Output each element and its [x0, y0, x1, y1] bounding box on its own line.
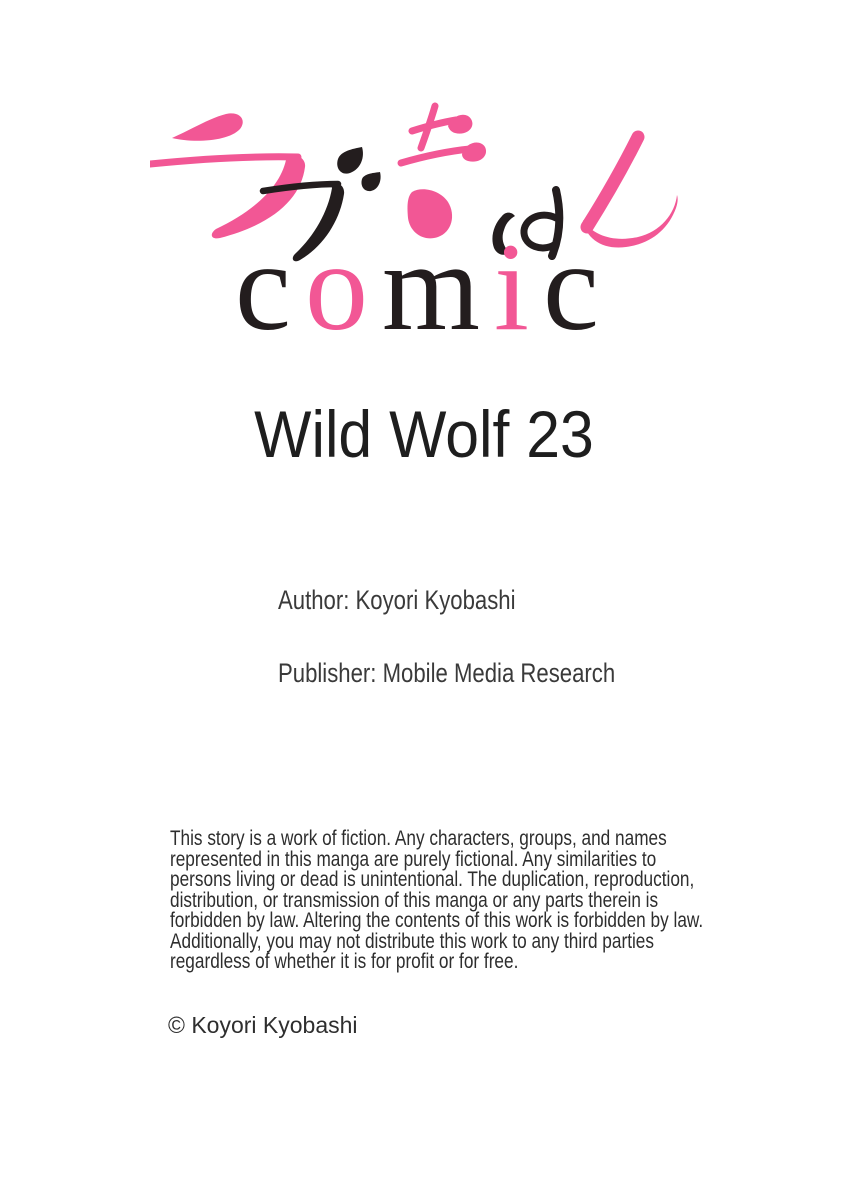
disclaimer-text — [170, 829, 703, 973]
author-line: Author: Koyori Kyobashi — [278, 585, 516, 615]
disclaimer-line: This story is a work of fiction. Any characters, groups, and names — [170, 827, 667, 850]
disclaimer-line: regardless of whether it is for profit or for free. — [170, 950, 519, 973]
kana-ra-main-line — [150, 157, 298, 164]
logo-comic-letter: i — [494, 218, 544, 357]
logo-comic-letter: m — [381, 218, 494, 357]
kana-n-stem — [587, 137, 638, 227]
kana-bu-dakuten-1 — [337, 147, 363, 174]
publisher-line: Publisher: Mobile Media Research — [278, 658, 616, 688]
logo-comic-text — [0, 218, 848, 357]
kana-ki-bar-2 — [401, 149, 470, 163]
logo-comic-letter: o — [304, 218, 382, 357]
disclaimer-line: forbidden by law. Altering the contents of this work is forbidden by law. — [170, 909, 704, 932]
kana-ki-bar-2-tip — [462, 143, 486, 162]
disclaimer-line: represented in this manga are purely fictional. Any similarities to — [170, 847, 657, 871]
logo-comic-letter: c — [543, 218, 613, 357]
disclaimer-line: persons living or dead is unintentional. The duplication, reproduction, — [170, 868, 695, 891]
kana-ra-top-stroke — [172, 113, 243, 140]
kana-bu-dakuten-2 — [361, 172, 380, 191]
disclaimer-line: Additionally, you may not distribute this work to any third parties — [170, 929, 654, 953]
copyright-line: © Koyori Kyobashi — [168, 1012, 358, 1038]
logo-comic-letter: c — [235, 218, 305, 357]
disclaimer-line: distribution, or transmission of this manga or any parts therein is — [170, 888, 659, 912]
book-title: Wild Wolf 23 — [254, 397, 594, 471]
